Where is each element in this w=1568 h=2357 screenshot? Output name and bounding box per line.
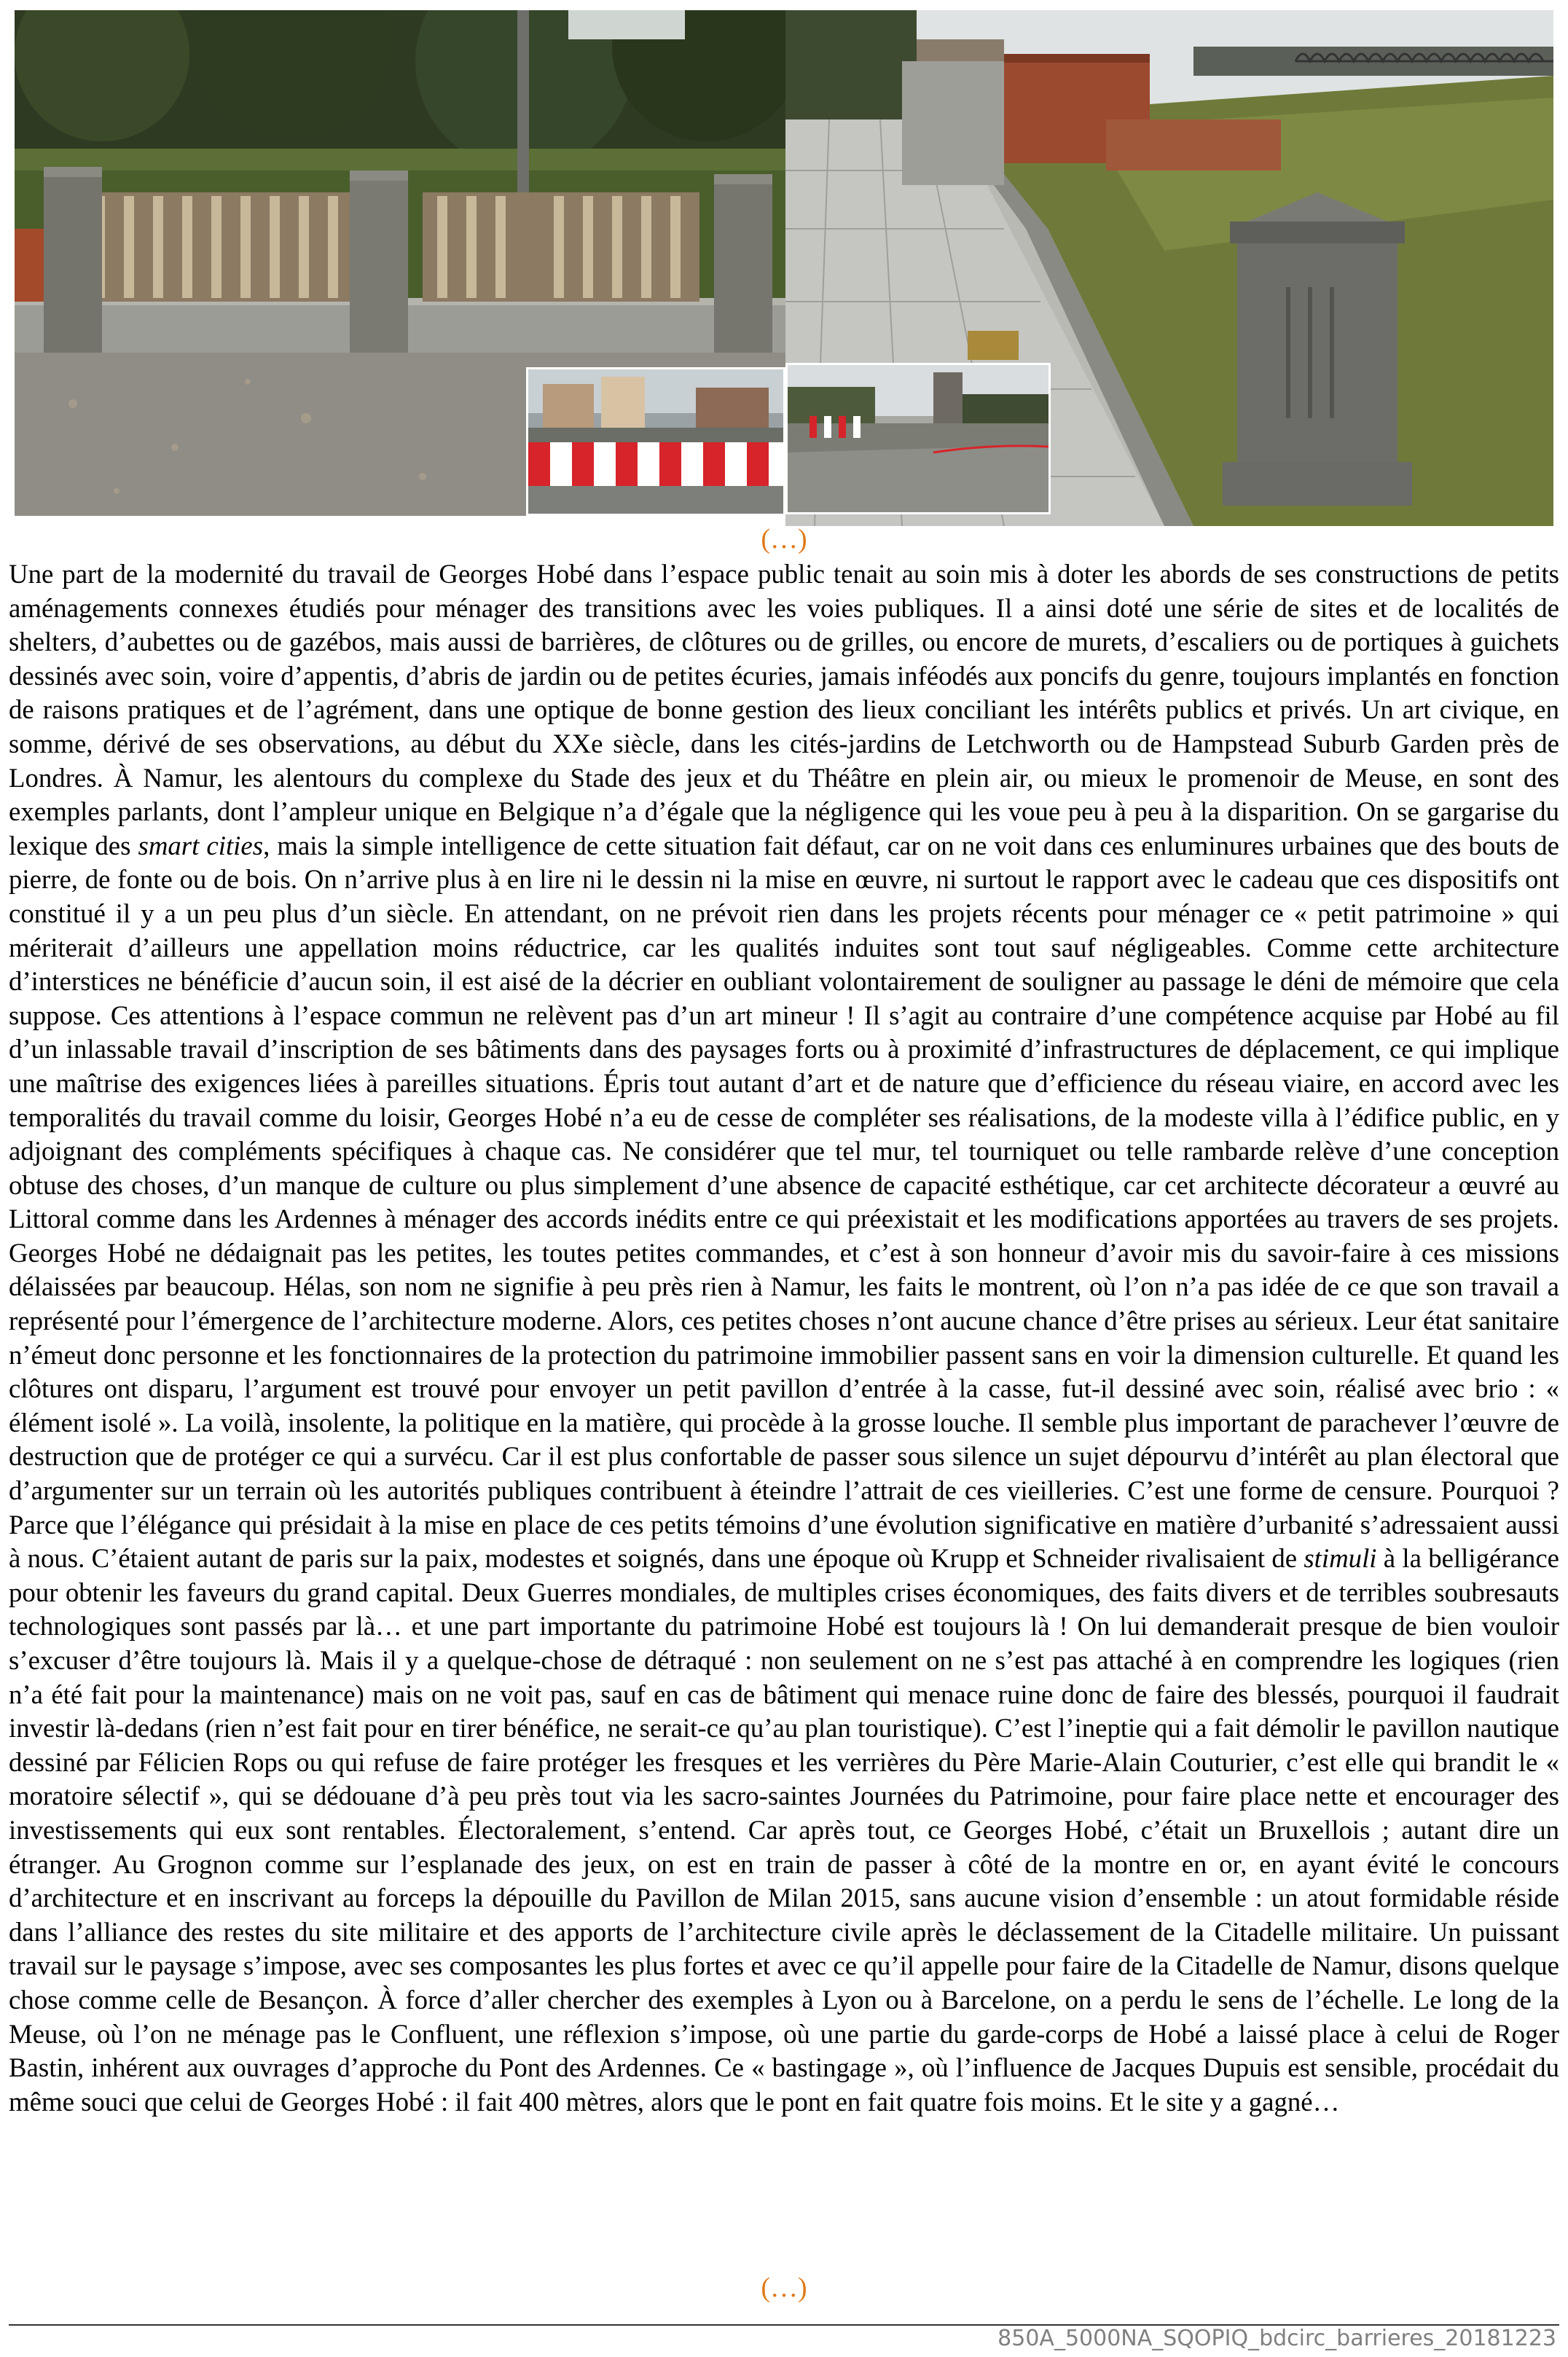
photo-collage	[15, 10, 1553, 526]
photo-inset-road	[785, 363, 1051, 514]
document-reference: 850A_5000NA_SQOPIQ_bdcirc_barrieres_20181223	[997, 2326, 1556, 2351]
article-emphasis-stimuli: stimuli	[1304, 1543, 1377, 1574]
article-body	[9, 557, 1559, 2119]
article-text-part-3: à la belligérance pour obtenir les faveurs du grand capital. Deux Guerres mondiales, de multiples crises économiques, des faits divers et de terribles soubresauts technologiques sont passés par là… et une part importante du patrimoine Hobé est toujours là ! On lui demanderait presque de bien vouloir s’excuser d’être toujours là. Mais il y a quelque-chose de détraqué : non seulement on ne s’est pas attaché à en comprendre les logiques (rien n’a été fait pour la maintenance) mais on ne voit pas, sauf en cas de bâtiment qui menace ruine donc de faire des blessés, pourquoi il faudrait investir là-dedans (rien n’est fait pour en tirer bénéfice, ne serait-ce qu’au plan touristique). C’est l’ineptie qui a fait démolir le pavillon nautique dessiné par Félicien Rops ou qui refuse de faire protéger les fresques et les verrières du Père Marie-Alain Couturier, c’est elle qui brandit le « moratoire sélectif », qui se dédouane d’à peu près tout via les sacro-saintes Journées du Patrimoine, pour faire place nette et encourager des investissements qui eux sont rentables. Électoralement, s’entend. Car après tout, ce Georges Hobé, c’était un Bruxellois ; autant dire un étranger. Au Grognon comme sur l’esplanade des jeux, on est en train de passer à côté de la montre en or, en ayant évité le concours d’architecture et en inscrivant au forceps la dépouille du Pavillon de Milan 2015, sans aucune vision d’ensemble : un atout formidable réside dans l’alliance des restes du site militaire et des apports de l’architecture civile après le déclassement de la Citadelle militaire. Un puissant travail sur le paysage s’impose, avec ses composantes les plus fortes et avec ce qu’il appelle pour faire de la Citadelle de Namur, disons quelque chose comme celle de Besançon. À force d’aller chercher des exemples à Lyon ou à Barcelone, on a perdu le sens de l’échelle. Le long de la Meuse, où l’on ne ménage pas le Confluent, une réflexion s’impose, où une partie du garde-corps de Hobé a laissé place à celui de Roger Bastin, inhérent aux ouvrages d’approche du Pont des Ardennes. Ce « bastingage », où l’influence de Jacques Dupuis est sensible, procédait du même souci que celui de Georges Hobé : il fait 400 mètres, alors que le pont en fait quatre fois moins. Et le site y a gagné…	[9, 1543, 1559, 2117]
ellipsis-top: (…)	[761, 524, 807, 554]
article	[9, 557, 1559, 2119]
ellipsis-bottom: (…)	[761, 2272, 807, 2303]
article-emphasis-smart-cities: smart cities	[138, 830, 264, 860]
photo-inset-barriers	[526, 367, 785, 516]
article-text-part-1: Une part de la modernité du travail de Georges Hobé dans l’espace public tenait au soin mis à doter les abords de ses constructions de petits aménagements connexes étudiés pour ménager des transitions avec les voies publiques. Il a ainsi doté une série de sites et de localités de shelters, d’aubettes ou de gazébos, mais aussi de barrières, de clôtures ou de grilles, ou encore de murets, d’escaliers ou de portiques à guichets dessinés avec soin, voire d’appentis, d’abris de jardin ou de petites écuries, jamais inféodés aux poncifs du genre, toujours implantés en fonction de raisons pratiques et de l’agrément, dans une optique de bonne gestion des lieux conciliant les intérêts publics et privés. Un art civique, en somme, dérivé de ses observations, au début du XXe siècle, dans les cités-jardins de Letchworth ou de Hampstead Suburb Garden près de Londres. À Namur, les alentours du complexe du Stade des jeux et du Théâtre en plein air, ou mieux le promenoir de Meuse, en sont des exemples parlants, dont l’ampleur unique en Belgique n’a d’égale que la négligence qui les voue peu à peu à la disparition. On se gargarise du lexique des	[9, 559, 1559, 860]
article-text-part-2: , mais la simple intelligence de cette situation fait défaut, car on ne voit dans ces enluminures urbaines que des bouts de pierre, de fonte ou de bois. On n’arrive plus à en lire ni le dessin ni la mise en œuvre, ni surtout le rapport avec le cadeau que ces dispositifs ont constitué il y a un peu plus d’un siècle. En attendant, on ne prévoit rien dans les projets récents pour ménager ce « petit patrimoine » qui mériterait d’ailleurs une appellation moins réductrice, car les qualités induites sont tout sauf négligeables. Comme cette architecture d’interstices ne bénéficie d’aucun soin, il est aisé de la décrier en oubliant volontairement de souligner au passage le déni de mémoire que cela suppose. Ces attentions à l’espace commun ne relèvent pas d’un art mineur ! Il s’agit au contraire d’une compétence acquise par Hobé au fil d’un inlassable travail d’inscription de ses bâtiments dans des paysages forts ou à proximité d’infrastructures de déplacement, ce qui implique une maîtrise des exigences liées à pareilles situations. Épris tout autant d’art et de nature que d’efficience du réseau viaire, en accord avec les temporalités du travail comme du loisir, Georges Hobé n’a eu de cesse de compléter ses réalisations, de la modeste villa à l’édifice public, en y adjoignant des compléments spécifiques à chaque cas. Ne considérer que tel mur, tel tourniquet ou telle rambarde relève d’une conception obtuse des choses, d’un manque de culture ou plus simplement d’une absence de capacité esthétique, car cet architecte décorateur a œuvré au Littoral comme dans les Ardennes à ménager des accords inédits entre ce qui préexistait et les modifications apportées au travers de ses projets. Georges Hobé ne dédaignait pas les petites, les toutes petites commandes, et c’est à son honneur d’avoir mis du savoir-faire à ces missions délaissées par beaucoup. Hélas, son nom ne signifie à peu près rien à Namur, les faits le montrent, où l’on n’a pas idée de ce que son travail a représenté pour l’émergence de l’architecture moderne. Alors, ces petites choses n’ont aucune chance d’être prises au sérieux. Leur état sanitaire n’émeut donc personne et les fonctionnaires de la protection du patrimoine immobilier passent sans en voir la dimension culturelle. Et quand les clôtures ont disparu, l’argument est trouvé pour envoyer un petit pavillon d’entrée à la casse, fut-il dessiné avec soin, réalisé avec brio : « élément isolé ». La voilà, insolente, la politique en la matière, qui procède à la grosse louche. Il semble plus important de parachever l’œuvre de destruction que de protéger ce qui a survécu. Car il est plus confortable de passer sous silence un sujet dépourvu d’intérêt au plan électoral que d’argumenter sur un terrain où les autorités publiques contribuent à éteindre l’attrait de ces vieilleries. C’est une forme de censure. Pourquoi ? Parce que l’élégance qui présidait à la mise en place de ces petits témoins d’une évolution significative en matière d’urbanité s’adressaient aussi à nous. C’étaient autant de paris sur la paix, modestes et soignés, dans une époque où Krupp et Schneider rivalisaient de	[9, 830, 1559, 1574]
